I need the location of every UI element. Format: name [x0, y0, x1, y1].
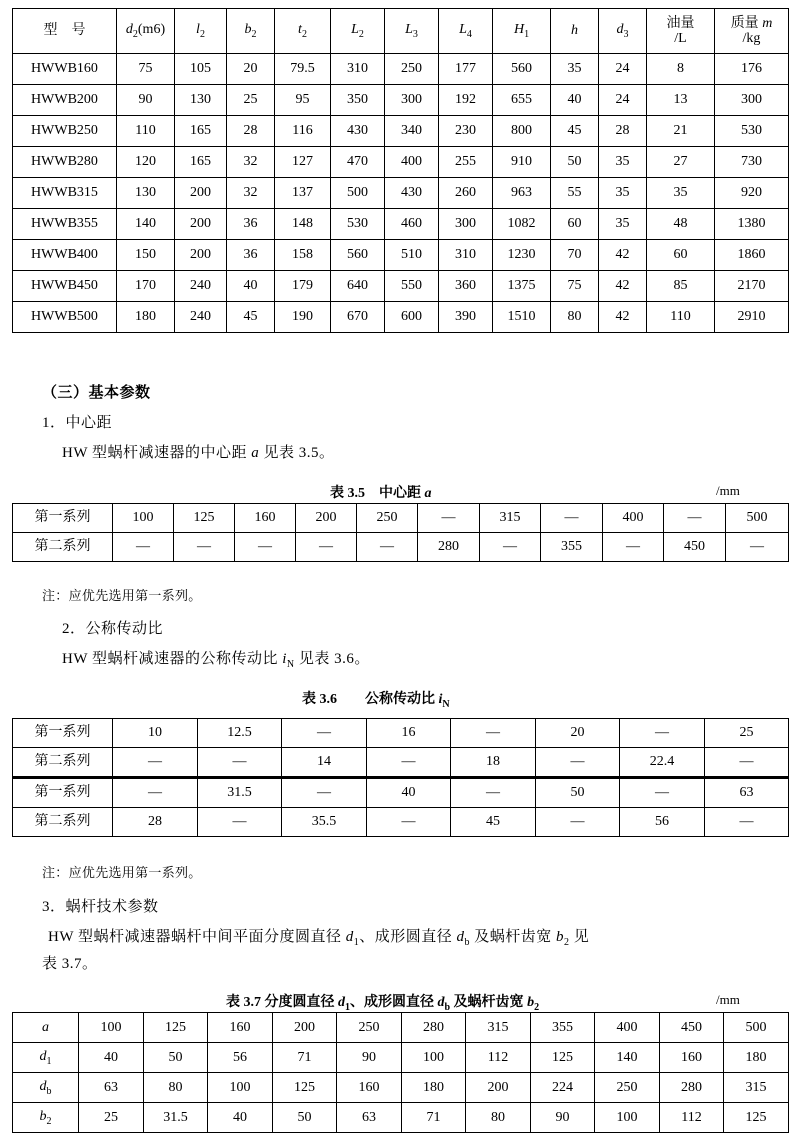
cell-value: 42	[599, 240, 647, 271]
row-header: 第二系列	[13, 533, 113, 562]
cell-value: 60	[551, 209, 599, 240]
cell-value: 963	[493, 178, 551, 209]
cell-value: 125	[174, 504, 235, 533]
cell-model: HWWB280	[13, 147, 117, 178]
table-37-container	[12, 1012, 788, 1133]
table-35-body	[13, 504, 789, 562]
cell-value: 179	[275, 271, 331, 302]
col-header-h: h	[551, 9, 599, 54]
cell-value: 120	[117, 147, 175, 178]
cell-value: 180	[402, 1073, 466, 1103]
cell-value: —	[451, 778, 536, 808]
cell-value: 100	[402, 1043, 466, 1073]
table-row	[13, 54, 789, 85]
cell-value: —	[726, 533, 789, 562]
cell-value: 112	[660, 1103, 724, 1133]
col-header-model: 型 号	[13, 9, 117, 54]
cell-value: 95	[275, 85, 331, 116]
cell-value: 350	[331, 85, 385, 116]
cell-value: 20	[536, 719, 620, 748]
cell-value: 177	[439, 54, 493, 85]
table-row	[13, 719, 789, 748]
cell-value: 60	[647, 240, 715, 271]
subsection-1-text: HW 型蜗杆减速器的中心距 a 见表 3.5。	[62, 445, 335, 461]
cell-value: —	[620, 719, 705, 748]
cell-value: 200	[466, 1073, 531, 1103]
cell-value: 127	[275, 147, 331, 178]
table-37-unit: /mm	[716, 992, 740, 1007]
table-36-caption: 表 3.6 公称传动比 $i_N$	[302, 692, 450, 710]
cell-value: 71	[273, 1043, 337, 1073]
cell-model: HWWB200	[13, 85, 117, 116]
cell-value: 920	[715, 178, 789, 209]
table-36-container	[12, 718, 788, 837]
cell-model: HWWB160	[13, 54, 117, 85]
cell-value: —	[620, 778, 705, 808]
cell-value: 24	[599, 85, 647, 116]
cell-value: 71	[402, 1103, 466, 1133]
cell-value: 125	[531, 1043, 595, 1073]
table-row	[13, 302, 789, 333]
cell-value: 500	[724, 1013, 789, 1043]
cell-model: HWWB355	[13, 209, 117, 240]
cell-value: 40	[227, 271, 275, 302]
cell-value: 250	[595, 1073, 660, 1103]
cell-value: 112	[466, 1043, 531, 1073]
cell-value: 125	[724, 1103, 789, 1133]
table-row	[13, 209, 789, 240]
cell-value: 22.4	[620, 748, 705, 778]
cell-value: 18	[451, 748, 536, 778]
cell-value: —	[198, 808, 282, 837]
cell-value: 48	[647, 209, 715, 240]
table-row	[13, 178, 789, 209]
cell-value: 140	[595, 1043, 660, 1073]
cell-value: —	[357, 533, 418, 562]
cell-value: 100	[113, 504, 174, 533]
cell-value: 24	[599, 54, 647, 85]
cell-value: —	[418, 504, 480, 533]
cell-value: 100	[79, 1013, 144, 1043]
cell-value: 12.5	[198, 719, 282, 748]
cell-value: 2910	[715, 302, 789, 333]
cell-value: 35.5	[282, 808, 367, 837]
cell-value: 280	[402, 1013, 466, 1043]
table-35-caption: 表 3.5 中心距 a	[330, 486, 432, 501]
table-35-unit: /mm	[716, 483, 740, 498]
cell-value: 31.5	[198, 778, 282, 808]
cell-value: —	[174, 533, 235, 562]
cell-value: 79.5	[275, 54, 331, 85]
subsection-3-line1: HW 型蜗杆减速器蜗杆中间平面分度圆直径 $d_1$、成形圆直径 $d_b$ 及蜗杆齿宽 $b_2$ 见	[48, 929, 590, 948]
cell-value: 27	[647, 147, 715, 178]
cell-value: 250	[385, 54, 439, 85]
cell-value: 90	[531, 1103, 595, 1133]
cell-value: —	[536, 748, 620, 778]
cell-model: HWWB315	[13, 178, 117, 209]
cell-value: 430	[331, 116, 385, 147]
cell-value: 255	[439, 147, 493, 178]
section-heading: （三）基本参数	[42, 385, 151, 401]
table-35-container	[12, 503, 788, 562]
cell-value: 400	[595, 1013, 660, 1043]
cell-value: —	[282, 719, 367, 748]
cell-value: 21	[647, 116, 715, 147]
cell-value: 63	[705, 778, 789, 808]
cell-value: 400	[603, 504, 664, 533]
cell-value: 116	[275, 116, 331, 147]
cell-model: HWWB500	[13, 302, 117, 333]
cell-value: 670	[331, 302, 385, 333]
cell-value: —	[541, 504, 603, 533]
cell-value: 100	[208, 1073, 273, 1103]
cell-value: 315	[724, 1073, 789, 1103]
cell-value: 200	[175, 209, 227, 240]
cell-value: —	[113, 748, 198, 778]
table-row	[13, 1103, 789, 1133]
cell-value: 36	[227, 240, 275, 271]
cell-value: —	[113, 778, 198, 808]
table-row	[13, 1073, 789, 1103]
cell-value: 45	[227, 302, 275, 333]
cell-value: 75	[551, 271, 599, 302]
col-header-d2: $d_2(m6)$	[117, 9, 175, 54]
row-header: 第二系列	[13, 808, 113, 837]
cell-value: 250	[337, 1013, 402, 1043]
cell-value: 25	[79, 1103, 144, 1133]
subsection-1-title: 1．中心距	[42, 415, 113, 431]
cell-value: —	[451, 719, 536, 748]
cell-value: 280	[660, 1073, 724, 1103]
table-row	[13, 116, 789, 147]
cell-value: 110	[117, 116, 175, 147]
cell-value: 35	[599, 209, 647, 240]
cell-value: 500	[331, 178, 385, 209]
table-row	[13, 748, 789, 778]
cell-value: 400	[385, 147, 439, 178]
cell-value: 32	[227, 178, 275, 209]
cell-value: 28	[599, 116, 647, 147]
cell-value: 56	[208, 1043, 273, 1073]
subsection-3-title: 3．蜗杆技术参数	[42, 899, 159, 915]
cell-value: 10	[113, 719, 198, 748]
cell-value: 530	[331, 209, 385, 240]
cell-value: 560	[493, 54, 551, 85]
cell-value: 510	[385, 240, 439, 271]
table-36-note: 注：应优先选用第一系列。	[42, 865, 202, 880]
cell-value: 80	[466, 1103, 531, 1133]
cell-value: 310	[331, 54, 385, 85]
cell-value: 40	[551, 85, 599, 116]
cell-value: 910	[493, 147, 551, 178]
table-36	[12, 718, 789, 837]
cell-value: 224	[531, 1073, 595, 1103]
cell-value: 150	[117, 240, 175, 271]
col-header-t2: $t_2$	[275, 9, 331, 54]
row-header: a	[13, 1013, 79, 1043]
col-header-l2: $l_2$	[175, 9, 227, 54]
cell-value: 470	[331, 147, 385, 178]
cell-value: 240	[175, 302, 227, 333]
cell-model: HWWB450	[13, 271, 117, 302]
cell-value: 40	[208, 1103, 273, 1133]
cell-value: 165	[175, 116, 227, 147]
cell-value: —	[603, 533, 664, 562]
cell-value: 28	[227, 116, 275, 147]
cell-value: 800	[493, 116, 551, 147]
cell-value: 250	[357, 504, 418, 533]
row-header: $d_b$	[13, 1073, 79, 1103]
main-spec-table-body	[13, 54, 789, 333]
cell-value: 35	[647, 178, 715, 209]
cell-value: 105	[175, 54, 227, 85]
cell-value: 50	[551, 147, 599, 178]
cell-value: 85	[647, 271, 715, 302]
cell-value: 80	[551, 302, 599, 333]
cell-value: 550	[385, 271, 439, 302]
cell-value: 360	[439, 271, 493, 302]
cell-value: 240	[175, 271, 227, 302]
cell-value: 25	[227, 85, 275, 116]
cell-value: 730	[715, 147, 789, 178]
table-36-body	[13, 719, 789, 837]
cell-value: 70	[551, 240, 599, 271]
cell-value: 90	[337, 1043, 402, 1073]
cell-value: 600	[385, 302, 439, 333]
table-37-caption: 表 3.7 分度圆直径 $d_1$、成形圆直径 $d_b$ 及蜗杆齿宽 $b_2$	[226, 995, 540, 1013]
cell-value: —	[705, 748, 789, 778]
cell-value: 31.5	[144, 1103, 208, 1133]
cell-value: 176	[715, 54, 789, 85]
cell-value: 190	[275, 302, 331, 333]
subsection-2-text: HW 型蜗杆减速器的公称传动比 $i_N$ 见表 3.6。	[62, 651, 370, 670]
cell-value: 530	[715, 116, 789, 147]
table-row	[13, 808, 789, 837]
cell-value: —	[113, 533, 174, 562]
cell-value: 310	[439, 240, 493, 271]
cell-value: 160	[208, 1013, 273, 1043]
cell-model: HWWB400	[13, 240, 117, 271]
table-row	[13, 778, 789, 808]
col-header-b2: $b_2$	[227, 9, 275, 54]
table-row	[13, 85, 789, 116]
cell-value: 315	[480, 504, 541, 533]
cell-value: 390	[439, 302, 493, 333]
cell-value: 300	[385, 85, 439, 116]
col-header-L2: $L_2$	[331, 9, 385, 54]
col-header-H1: $H_1$	[493, 9, 551, 54]
cell-value: 25	[705, 719, 789, 748]
cell-value: 45	[451, 808, 536, 837]
cell-value: 160	[235, 504, 296, 533]
table-header-row	[13, 9, 789, 54]
row-header: 第一系列	[13, 504, 113, 533]
cell-value: 45	[551, 116, 599, 147]
table-row	[13, 533, 789, 562]
cell-value: 55	[551, 178, 599, 209]
cell-value: —	[705, 808, 789, 837]
cell-value: 35	[599, 147, 647, 178]
cell-value: 1082	[493, 209, 551, 240]
cell-value: —	[198, 748, 282, 778]
table-row	[13, 240, 789, 271]
cell-value: 655	[493, 85, 551, 116]
cell-value: 32	[227, 147, 275, 178]
cell-value: 130	[175, 85, 227, 116]
cell-value: —	[480, 533, 541, 562]
cell-value: 40	[367, 778, 451, 808]
row-header: $b_2$	[13, 1103, 79, 1133]
table-row	[13, 504, 789, 533]
cell-value: —	[282, 778, 367, 808]
main-spec-table	[12, 8, 789, 333]
cell-value: 125	[273, 1073, 337, 1103]
cell-value: 560	[331, 240, 385, 271]
cell-value: 42	[599, 271, 647, 302]
cell-value: 260	[439, 178, 493, 209]
cell-value: 148	[275, 209, 331, 240]
cell-value: —	[235, 533, 296, 562]
table-row	[13, 1013, 789, 1043]
table-37	[12, 1012, 789, 1133]
cell-value: 137	[275, 178, 331, 209]
cell-value: 450	[664, 533, 726, 562]
cell-value: 16	[367, 719, 451, 748]
cell-value: 35	[551, 54, 599, 85]
row-header: 第一系列	[13, 719, 113, 748]
col-header-mass: 质量 m /kg	[715, 9, 789, 54]
main-spec-table-container	[12, 8, 788, 333]
cell-value: 28	[113, 808, 198, 837]
subsection-2-title: 2．公称传动比	[62, 621, 164, 637]
cell-value: 75	[117, 54, 175, 85]
cell-value: —	[367, 808, 451, 837]
cell-value: 90	[117, 85, 175, 116]
cell-value: 1230	[493, 240, 551, 271]
col-header-d3: $d_3$	[599, 9, 647, 54]
row-header: 第一系列	[13, 778, 113, 808]
row-header: 第二系列	[13, 748, 113, 778]
cell-value: —	[664, 504, 726, 533]
cell-value: 63	[337, 1103, 402, 1133]
cell-value: 50	[144, 1043, 208, 1073]
col-header-L4: $L_4$	[439, 9, 493, 54]
cell-value: 170	[117, 271, 175, 302]
subsection-3-line2: 表 3.7。	[42, 956, 98, 972]
cell-value: 500	[726, 504, 789, 533]
cell-value: —	[536, 808, 620, 837]
cell-value: 355	[531, 1013, 595, 1043]
cell-value: 180	[724, 1043, 789, 1073]
cell-value: 42	[599, 302, 647, 333]
cell-value: 2170	[715, 271, 789, 302]
cell-value: 110	[647, 302, 715, 333]
cell-value: 640	[331, 271, 385, 302]
cell-value: 200	[273, 1013, 337, 1043]
cell-value: 460	[385, 209, 439, 240]
cell-value: 192	[439, 85, 493, 116]
table-row	[13, 1043, 789, 1073]
cell-value: 14	[282, 748, 367, 778]
cell-value: 200	[296, 504, 357, 533]
cell-value: 450	[660, 1013, 724, 1043]
table-row	[13, 147, 789, 178]
cell-value: 50	[273, 1103, 337, 1133]
cell-value: 13	[647, 85, 715, 116]
cell-value: 355	[541, 533, 603, 562]
cell-value: 1380	[715, 209, 789, 240]
table-row	[13, 271, 789, 302]
cell-value: 200	[175, 178, 227, 209]
cell-value: 50	[536, 778, 620, 808]
cell-value: 80	[144, 1073, 208, 1103]
cell-value: 158	[275, 240, 331, 271]
cell-value: 1510	[493, 302, 551, 333]
cell-value: 430	[385, 178, 439, 209]
cell-value: —	[367, 748, 451, 778]
cell-value: 56	[620, 808, 705, 837]
cell-value: 8	[647, 54, 715, 85]
cell-value: 315	[466, 1013, 531, 1043]
cell-value: 300	[715, 85, 789, 116]
cell-value: 125	[144, 1013, 208, 1043]
cell-value: 165	[175, 147, 227, 178]
cell-value: 280	[418, 533, 480, 562]
cell-value: 200	[175, 240, 227, 271]
table-35-note: 注：应优先选用第一系列。	[42, 588, 202, 603]
cell-value: 230	[439, 116, 493, 147]
cell-value: 340	[385, 116, 439, 147]
table-37-body	[13, 1013, 789, 1133]
row-header: $d_1$	[13, 1043, 79, 1073]
table-35	[12, 503, 789, 562]
col-header-L3: $L_3$	[385, 9, 439, 54]
cell-value: 160	[337, 1073, 402, 1103]
cell-value: 1375	[493, 271, 551, 302]
cell-model: HWWB250	[13, 116, 117, 147]
cell-value: 20	[227, 54, 275, 85]
cell-value: 160	[660, 1043, 724, 1073]
cell-value: —	[296, 533, 357, 562]
cell-value: 300	[439, 209, 493, 240]
cell-value: 140	[117, 209, 175, 240]
cell-value: 130	[117, 178, 175, 209]
cell-value: 180	[117, 302, 175, 333]
cell-value: 63	[79, 1073, 144, 1103]
cell-value: 36	[227, 209, 275, 240]
col-header-oil: 油量 /L	[647, 9, 715, 54]
cell-value: 35	[599, 178, 647, 209]
cell-value: 100	[595, 1103, 660, 1133]
cell-value: 1860	[715, 240, 789, 271]
cell-value: 40	[79, 1043, 144, 1073]
